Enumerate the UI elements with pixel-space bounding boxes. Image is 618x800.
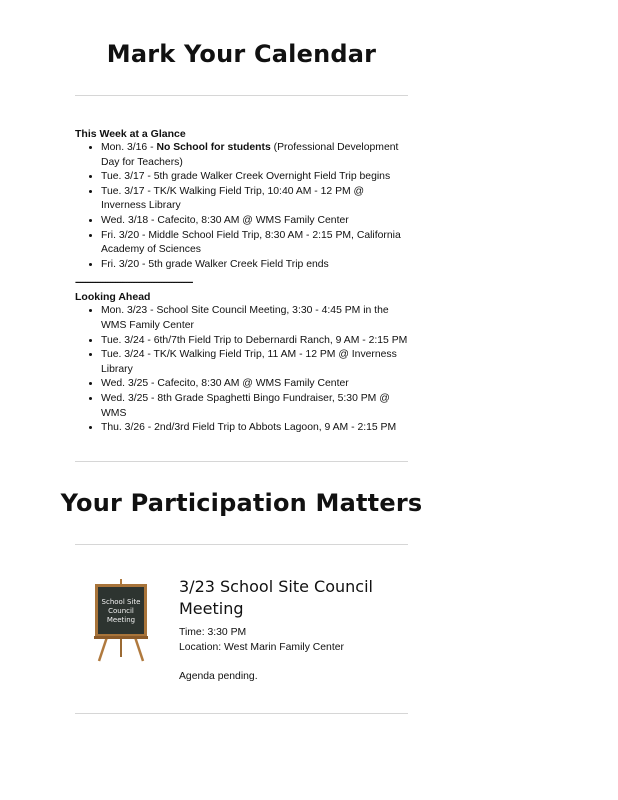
calendar-section [75,40,408,68]
chalkboard-line-3: Meeting [106,616,136,624]
list-item-text: Wed. 3/25 - 8th Grade Spaghetti Bingo Fundraiser, 5:30 PM @ WMS [101,392,390,419]
list-item-text: Mon. 3/23 - School Site Council Meeting, 3:30 - 4:45 PM in the WMS Family Center [101,305,389,331]
list-item-text: Wed. 3/18 - Cafecito, 8:30 AM @ WMS Family Center [101,214,349,226]
list-item [101,185,408,214]
chalkboard-image [93,577,149,662]
event-card [179,576,389,684]
chalkboard-line-1: School Site [101,598,141,606]
list-item-text: Tue. 3/17 - TK/K Walking Field Trip, 10:40 AM - 12 PM @ Inverness Library [101,185,365,212]
looking-ahead-list [75,304,408,435]
event-location: Location: West Marin Family Center [179,641,344,653]
list-item-text: Tue. 3/17 - 5th grade Walker Creek Overnight Field Trip begins [101,171,391,183]
this-week-list [75,141,408,272]
divider [75,461,408,462]
list-item-text: Wed. 3/25 - Cafecito, 8:30 AM @ WMS Family Center [101,378,349,390]
list-item [101,334,408,349]
event-title[interactable]: 3/23 School Site Council Meeting [179,577,373,618]
list-item [101,170,408,185]
chalkboard-line-2: Council [108,607,134,615]
list-item [101,141,408,170]
list-item [101,258,408,273]
this-week-heading: This Week at a Glance [75,128,186,140]
divider [75,95,408,96]
separator: ----------------------------------------------- [75,276,193,289]
list-item [101,377,408,392]
list-item-text: Mon. 3/16 - [101,142,157,153]
list-item-text: Thu. 3/26 - 2nd/3rd Field Trip to Abbots Lagoon, 9 AM - 2:15 PM [101,422,397,434]
event-note: Agenda pending. [179,670,258,682]
list-item [101,229,408,258]
list-item-text: Fri. 3/20 - Middle School Field Trip, 8:30 AM - 2:15 PM, California Academy of Sciences [101,229,401,256]
divider [75,713,408,714]
participation-section [60,489,423,517]
calendar-body [75,127,408,436]
list-item [101,392,408,421]
list-item [101,214,408,229]
calendar-title: Mark Your Calendar [106,40,377,68]
participation-title: Your Participation Matters [60,489,423,517]
list-item-text: Tue. 3/24 - TK/K Walking Field Trip, 11 AM - 12 PM @ Inverness Library [101,349,397,375]
looking-ahead-heading: Looking Ahead [75,291,151,304]
divider [75,544,408,545]
list-item-text: Tue. 3/24 - 6th/7th Field Trip to Debernardi Ranch, 9 AM - 2:15 PM [101,334,408,346]
list-item-note: (Professional Development Day for Teachers) [101,142,399,168]
list-item-emphasis: No School for students [156,142,271,153]
event-time: Time: 3:30 PM [179,627,247,638]
list-item-text: Fri. 3/20 - 5th grade Walker Creek Field Trip ends [101,258,329,270]
list-item [101,348,408,377]
list-item [101,304,408,333]
list-item [101,421,408,436]
